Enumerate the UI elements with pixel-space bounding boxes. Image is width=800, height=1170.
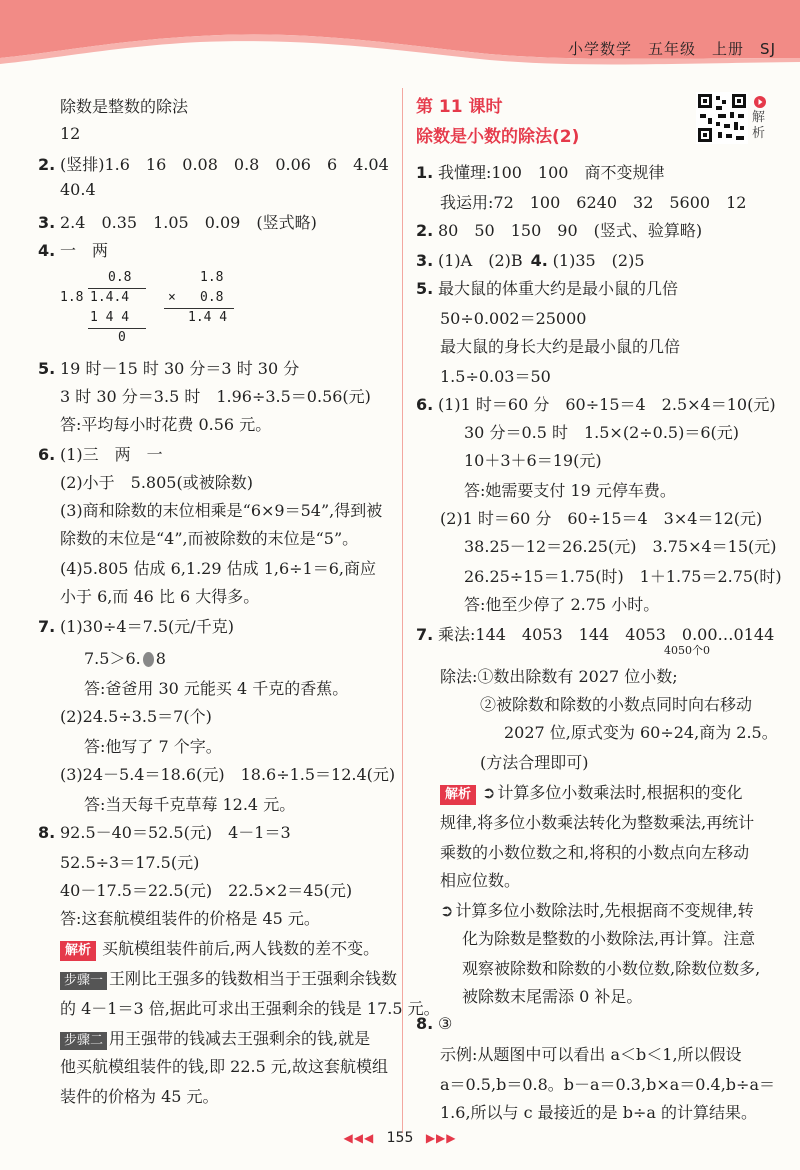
q6-text: (1)三 两 一	[60, 445, 163, 464]
calc-remainder: 0	[118, 330, 126, 345]
q7-text: (1)30÷4＝7.5(元/千克)	[60, 617, 234, 636]
q5-text: 19 时－15 时 30 分＝3 时 30 分	[60, 359, 300, 378]
calc-quotient: 0.8	[108, 270, 132, 285]
q7-line-2: (2)24.5÷3.5＝7(个)	[60, 707, 212, 726]
arrow-icon: ➲	[482, 783, 496, 802]
q2-continued: 40.4	[60, 180, 96, 199]
q5	[38, 356, 299, 379]
r2	[416, 218, 702, 241]
r7-line-3: ②被除数和除数的小数点同时向右移动	[480, 695, 753, 714]
left-line-1: 除数是整数的除法	[60, 97, 189, 116]
r8-line-4: 1.6,所以与 c 最接近的是 b÷a 的计算结果。	[440, 1103, 758, 1122]
calc-divisor: 1.8	[60, 290, 84, 305]
calc-dividend: 1.4.4	[90, 290, 130, 305]
q-number: 5.	[38, 359, 56, 378]
arrow-icon: ➲	[440, 901, 454, 920]
calc-subtract: 1 4 4	[90, 310, 130, 325]
r7-line-5: (方法合理即可)	[480, 753, 589, 772]
analysis-text-2: 计算多位小数除法时,先根据商不变规律,转	[455, 901, 754, 920]
vertical-calculation	[60, 268, 360, 348]
r8-line-3: a＝0.5,b＝0.8。b－a＝0.3,b×a＝0.4,b÷a＝	[440, 1075, 775, 1094]
analysis-line-4: 相应位数。	[440, 871, 521, 890]
q7-answer-1: 答:爸爸用 30 元能买 4 千克的香蕉。	[84, 679, 349, 698]
lesson-title: 第 11 课时	[416, 97, 503, 117]
analysis-badge: 解析	[60, 941, 96, 961]
r1-text: 我懂理:100 100 商不变规律	[438, 163, 665, 182]
r6-text: (1)1 时＝60 分 60÷15＝4 2.5×4＝10(元)	[438, 395, 776, 414]
calc-multiplier: 0.8	[200, 290, 224, 305]
q6-line-5: (4)5.805 估成 6,1.29 估成 1,6÷1＝6,商应	[60, 559, 377, 578]
q-number: 8.	[38, 823, 56, 842]
book-title: 小学数学 五年级 上册 SJ	[568, 40, 776, 58]
r7-line-2: 除法:①数出除数有 2027 位小数;	[440, 667, 678, 686]
q7-compare	[84, 646, 166, 669]
q-number: 5.	[416, 279, 434, 298]
analysis-2	[440, 898, 754, 921]
q8-answer: 答:这套航模组装件的价格是 45 元。	[60, 909, 320, 928]
r5-line-2: 50÷0.002＝25000	[440, 309, 587, 328]
r5-line-3: 最大鼠的身长大约是最小鼠的几倍	[440, 337, 681, 356]
r7	[416, 622, 774, 645]
step-2-line-3: 装件的价格为 45 元。	[60, 1087, 219, 1106]
qr-code-icon[interactable]	[696, 92, 748, 144]
analysis-2-line-2: 化为除数是整数的小数除法,再计算。注意	[462, 929, 756, 948]
analysis-2-line-3: 观察被除数和除数的小数位数,除数位数多,	[462, 959, 761, 978]
r8	[416, 1014, 452, 1033]
q-number: 4.	[530, 251, 548, 270]
step-2-text: 用王强带的钱减去王强剩余的钱,就是	[109, 1029, 371, 1048]
smudge-mark	[143, 652, 154, 667]
right-arrows-icon: ▶▶▶	[425, 1131, 457, 1145]
r3-text: (1)A (2)B	[438, 251, 523, 270]
r6-answer-1: 答:她需要支付 19 元停车费。	[464, 481, 676, 500]
q-number: 6.	[416, 395, 434, 414]
q7-line-3: (3)24－5.4＝18.6(元) 18.6÷1.5＝12.4(元)	[60, 765, 396, 784]
r8-line-2: 示例:从题图中可以看出 a＜b＜1,所以假设	[440, 1045, 742, 1064]
q7-answer-3: 答:当天每千克草莓 12.4 元。	[84, 795, 296, 814]
q-number: 4.	[38, 241, 56, 260]
q6-line-2: (2)小于 5.805(或被除数)	[60, 473, 253, 492]
step-2-line-2: 他买航模组装件的钱,即 22.5 元,故这套航模组	[60, 1057, 388, 1076]
r7-line-4: 2027 位,原式变为 60÷24,商为 2.5。	[504, 723, 778, 742]
step-2	[60, 1026, 370, 1050]
q7-answer-2: 答:他写了 7 个字。	[84, 737, 222, 756]
q3	[38, 210, 317, 233]
q-number: 7.	[416, 625, 434, 644]
step-1-badge: 步骤一	[60, 972, 107, 990]
q5-line-2: 3 时 30 分＝3.5 时 1.96÷3.5＝0.56(元)	[60, 387, 371, 406]
analysis-line-3: 乘数的小数位数之和,将积的小数点向左移动	[440, 843, 750, 862]
lesson-subtitle: 除数是小数的除法(2)	[416, 127, 580, 147]
q8-text: 92.5－40＝52.5(元) 4－1＝3	[60, 823, 291, 842]
left-arrows-icon: ◀◀◀	[343, 1131, 375, 1145]
r6-line-6: 38.25－12＝26.25(元) 3.75×4＝15(元)	[464, 537, 777, 556]
r6-line-7: 26.25÷15＝1.75(时) 1＋1.75＝2.75(时)	[464, 567, 782, 586]
calc-product: 1.4 4	[188, 310, 228, 325]
r6-line-2: 30 分＝0.5 时 1.5×(2÷0.5)＝6(元)	[464, 423, 740, 442]
q6-line-6: 小于 6,而 46 比 6 大得多。	[60, 587, 260, 606]
analysis-2-line-4: 被除数末尾需添 0 补足。	[462, 987, 643, 1006]
q8	[38, 820, 291, 843]
analysis-line-2: 规律,将多位小数乘法转化为整数乘法,再统计	[440, 813, 755, 832]
page-number: 155	[386, 1130, 414, 1146]
q7-compare-right: 8	[155, 649, 166, 668]
r6	[416, 392, 776, 415]
q4	[38, 238, 108, 261]
q8-line-2: 52.5÷3＝17.5(元)	[60, 853, 200, 872]
analysis-text-1: 计算多位小数乘法时,根据积的变化	[497, 783, 743, 802]
q6-line-3: (3)商和除数的末位相乘是“6×9＝54”,得到被	[60, 501, 383, 520]
q7-compare-left: 7.5＞6.	[84, 649, 141, 668]
r5-line-4: 1.5÷0.03＝50	[440, 367, 551, 386]
r6-answer-2: 答:他至少停了 2.75 小时。	[464, 595, 660, 614]
r5	[416, 276, 678, 299]
q4-text: 一 两	[60, 241, 109, 260]
q2	[38, 152, 389, 175]
step-1-line-2: 的 4－1＝3 倍,据此可求出王强剩余的钱是 17.5 元。	[60, 999, 440, 1018]
r1-line-2: 我运用:72 100 6240 32 5600 12	[440, 193, 747, 212]
q-number: 7.	[38, 617, 56, 636]
r4-text: (1)35 (2)5	[552, 251, 645, 270]
q8-line-3: 40－17.5＝22.5(元) 22.5×2＝45(元)	[60, 881, 353, 900]
r8-text: ③	[438, 1014, 453, 1033]
step-2-badge: 步骤二	[60, 1032, 107, 1050]
qr-label: 解析	[752, 110, 766, 141]
analysis-text: 买航模组装件前后,两人钱数的差不变。	[102, 939, 380, 958]
q-number: 2.	[38, 155, 56, 174]
calc-multiplicand: 1.8	[200, 270, 224, 285]
step-1-text: 王刚比王强多的钱数相当于王强剩余钱数	[109, 969, 398, 988]
q-number: 2.	[416, 221, 434, 240]
q3-text: 2.4 0.35 1.05 0.09 (竖式略)	[60, 213, 317, 232]
q2-text: (竖排)1.6 16 0.08 0.8 0.06 6 4.04	[60, 155, 389, 174]
calc-times: ×	[168, 290, 176, 305]
r7-zeros-count: 4050个0	[664, 644, 710, 657]
r7-text: 乘法:144 4053 144 4053 0.00…0144	[438, 625, 775, 644]
q-number: 3.	[416, 251, 434, 270]
r6-line-5: (2)1 时＝60 分 60÷15＝4 3×4＝12(元)	[440, 509, 763, 528]
q-number: 1.	[416, 163, 434, 182]
left-line-2: 12	[60, 124, 81, 143]
analysis-left	[60, 936, 379, 961]
r3	[416, 248, 645, 271]
q7	[38, 614, 234, 637]
q-number: 6.	[38, 445, 56, 464]
r5-text: 最大鼠的体重大约是最小鼠的几倍	[438, 279, 679, 298]
q-number: 3.	[38, 213, 56, 232]
q6-line-4: 除数的末位是“4”,而被除数的末位是“5”。	[60, 529, 359, 548]
column-divider	[402, 88, 403, 1133]
step-1	[60, 966, 397, 990]
page-footer	[0, 1130, 800, 1146]
r2-text: 80 50 150 90 (竖式、验算略)	[438, 221, 703, 240]
analysis-right	[440, 780, 743, 805]
analysis-badge: 解析	[440, 785, 476, 805]
r6-line-3: 10＋3＋6＝19(元)	[464, 451, 602, 470]
r1	[416, 160, 664, 183]
q-number: 8.	[416, 1014, 434, 1033]
q6	[38, 442, 163, 465]
q5-answer: 答:平均每小时花费 0.56 元。	[60, 415, 272, 434]
